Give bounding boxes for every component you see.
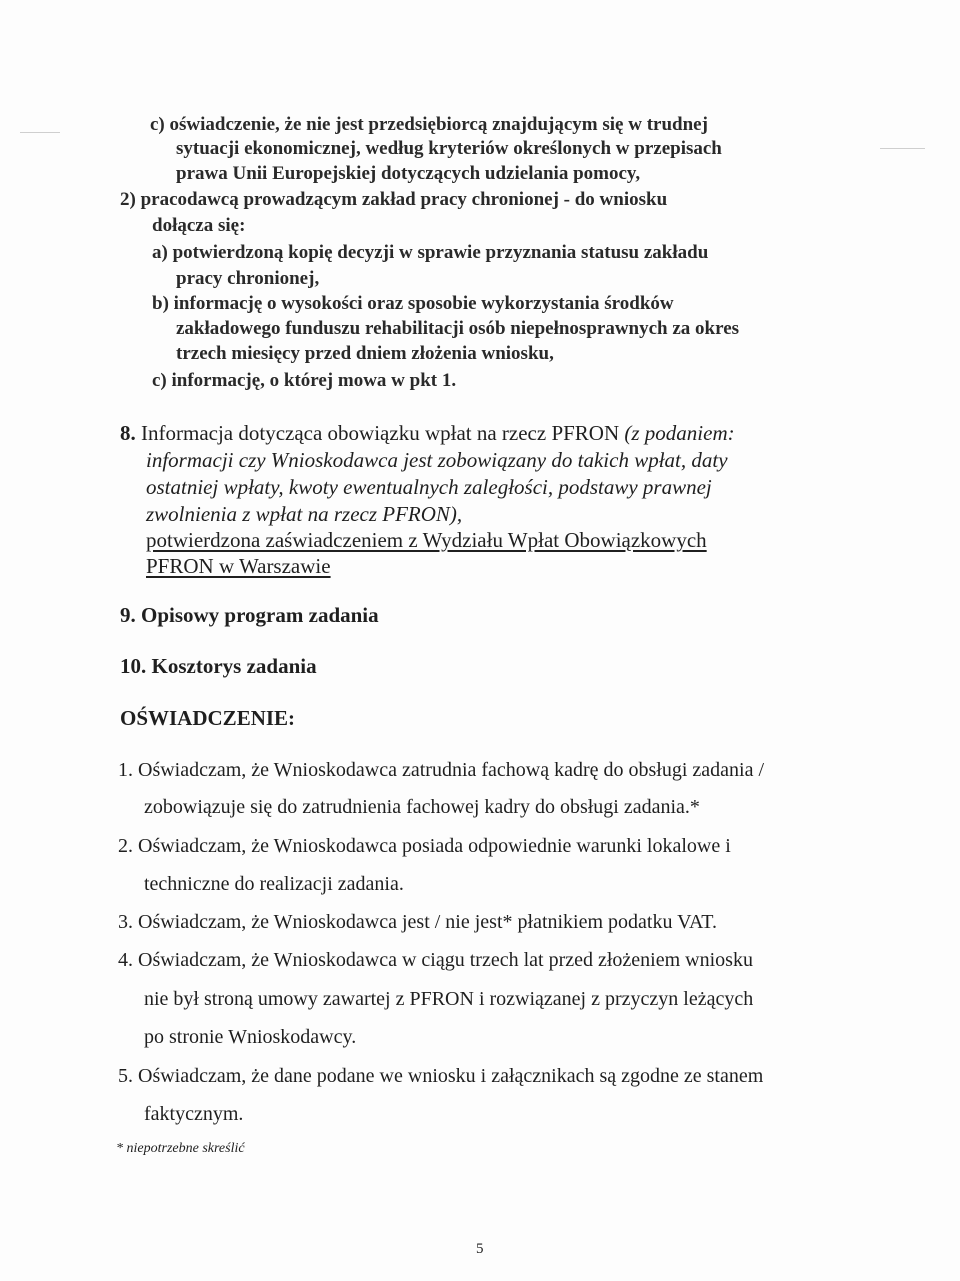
point-2a-line-2: pracy chronionej,: [176, 268, 320, 289]
point-2b-line-2: zakładowego funduszu rehabilitacji osób niepełnosprawnych za okres: [176, 318, 740, 339]
declaration-1-line-2: zobowiązuje się do zatrudnienia fachowej kadry do obsługi zadania.*: [144, 796, 700, 818]
declaration-4-line-1: 4. Oświadczam, że Wnioskodawca w ciągu trzech lat przed złożeniem wniosku: [118, 949, 753, 971]
page-number: 5: [476, 1241, 484, 1257]
item-9: 9. Opisowy program zadania: [120, 603, 379, 627]
item-10: 10. Kosztorys zadania: [120, 654, 317, 678]
item-8-paren-open: (z podaniem:: [624, 421, 735, 445]
point-2c-line: c) informację, o której mowa w pkt 1.: [152, 370, 457, 391]
item-8-italic-line-4: zwolnienia z wpłat na rzecz PFRON),: [146, 502, 463, 526]
scan-artifact-right: [880, 148, 925, 149]
item-8-number: 8.: [120, 421, 136, 445]
point-2b-line-1: b) informację o wysokości oraz sposobie wykorzystania środków: [152, 293, 674, 314]
point-2-line-2: dołącza się:: [152, 215, 246, 236]
item-8-underlined-line-2: PFRON w Warszawie: [146, 554, 331, 578]
declaration-2-line-1: 2. Oświadczam, że Wnioskodawca posiada odpowiednie warunki lokalowe i: [118, 835, 731, 857]
declaration-3-line-1: 3. Oświadczam, że Wnioskodawca jest / nie jest* płatnikiem podatku VAT.: [118, 911, 717, 933]
point-2b-line-3: trzech miesięcy przed dniem złożenia wniosku,: [176, 343, 554, 364]
item-8-italic-line-3: ostatniej wpłaty, kwoty ewentualnych zaległości, podstawy prawnej: [146, 475, 712, 499]
declaration-4-line-3: po stronie Wnioskodawcy.: [144, 1026, 357, 1048]
item-8-line-1: [120, 423, 735, 444]
item-8-underlined-line-1: potwierdzona zaświadczeniem z Wydziału Wpłat Obowiązkowych: [146, 528, 707, 552]
c-statement-line-1: c) oświadczenie, że nie jest przedsiębiorcą znajdującym się w trudnej: [150, 114, 708, 135]
declaration-4-line-2: nie był stroną umowy zawartej z PFRON i rozwiązanej z przyczyn leżących: [144, 988, 754, 1010]
item-8-title: Informacja dotycząca obowiązku wpłat na rzecz PFRON: [141, 421, 620, 445]
item-8-italic-line-2: informacji czy Wnioskodawca jest zobowiązany do takich wpłat, daty: [146, 448, 728, 472]
declaration-5-line-2: faktycznym.: [144, 1103, 244, 1125]
declaration-heading: OŚWIADCZENIE:: [120, 706, 296, 730]
point-2-line-1: 2) pracodawcą prowadzącym zakład pracy chronionej - do wniosku: [120, 189, 668, 210]
declaration-2-line-2: techniczne do realizacji zadania.: [144, 873, 404, 895]
footnote: * niepotrzebne skreślić: [116, 1141, 245, 1156]
point-2a-line-1: a) potwierdzoną kopię decyzji w sprawie przyznania statusu zakładu: [152, 242, 709, 263]
scan-artifact-left: [20, 132, 60, 133]
c-statement-line-3: prawa Unii Europejskiej dotyczących udzielania pomocy,: [176, 163, 641, 184]
declaration-5-line-1: 5. Oświadczam, że dane podane we wniosku i załącznikach są zgodne ze stanem: [118, 1065, 764, 1087]
declaration-1-line-1: 1. Oświadczam, że Wnioskodawca zatrudnia fachową kadrę do obsługi zadania /: [118, 759, 765, 781]
c-statement-line-2: sytuacji ekonomicznej, według kryteriów określonych w przepisach: [176, 138, 722, 159]
